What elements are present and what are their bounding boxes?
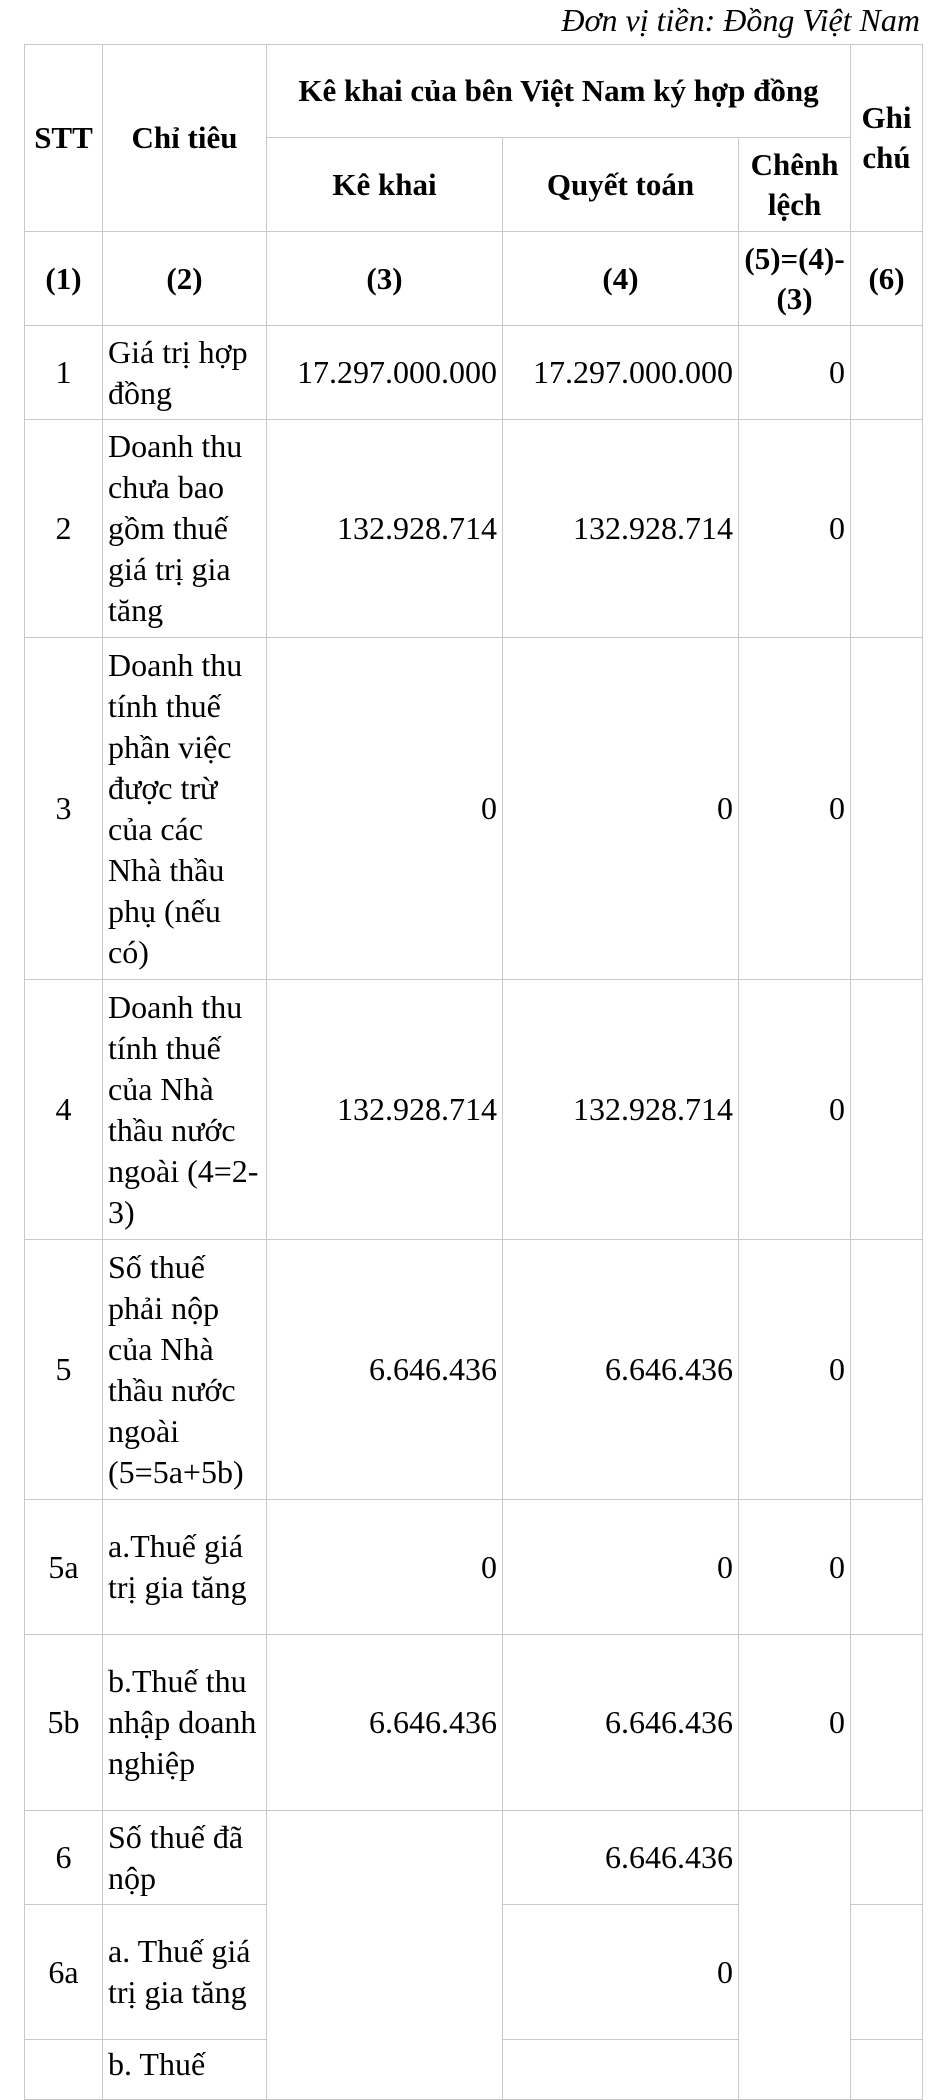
header-chenh-lech: Chênh lệch (739, 138, 851, 232)
row-ghi-chu (851, 638, 923, 980)
row-ke-khai-empty (267, 1811, 503, 2100)
header-chi-tieu: Chỉ tiêu (103, 45, 267, 232)
row-ke-khai: 6.646.436 (267, 1240, 503, 1500)
row-ghi-chu (851, 326, 923, 420)
row-stt: 5b (25, 1635, 103, 1811)
row-quyet-toan: 0 (503, 1500, 739, 1635)
table-row (25, 1240, 923, 1500)
row-label: b.Thuế thu nhập doanh nghiệp (103, 1635, 267, 1811)
currency-unit-note: Đơn vị tiền: Đồng Việt Nam (561, 2, 920, 38)
row-quyet-toan: 6.646.436 (503, 1635, 739, 1811)
header-group-vietnam-party: Kê khai của bên Việt Nam ký hợp đồng (267, 45, 851, 138)
row-stt: 6 (25, 1811, 103, 1905)
row-stt (25, 2040, 103, 2100)
row-stt: 5a (25, 1500, 103, 1635)
row-ke-khai: 6.646.436 (267, 1635, 503, 1811)
row-ke-khai: 0 (267, 1500, 503, 1635)
row-ghi-chu (851, 1811, 923, 1905)
header-col-2: (2) (103, 232, 267, 326)
row-label: Số thuế phải nộp của Nhà thầu nước ngoài (5=5a+5b) (103, 1240, 267, 1500)
row-label: Doanh thu tính thuế phần việc được trừ của các Nhà thầu phụ (nếu có) (103, 638, 267, 980)
row-label: a.Thuế giá trị gia tăng (103, 1500, 267, 1635)
row-stt: 5 (25, 1240, 103, 1500)
row-quyet-toan: 0 (503, 638, 739, 980)
row-ghi-chu (851, 1905, 923, 2040)
row-ghi-chu (851, 1500, 923, 1635)
table-row (25, 980, 923, 1240)
row-label: Số thuế đã nộp (103, 1811, 267, 1905)
row-ke-khai: 132.928.714 (267, 420, 503, 638)
row-stt: 1 (25, 326, 103, 420)
row-ke-khai: 132.928.714 (267, 980, 503, 1240)
row-ghi-chu (851, 1635, 923, 1811)
row-ke-khai: 0 (267, 638, 503, 980)
row-label: a. Thuế giá trị gia tăng (103, 1905, 267, 2040)
header-col-1: (1) (25, 232, 103, 326)
row-quyet-toan: 0 (503, 1905, 739, 2040)
row-stt: 3 (25, 638, 103, 980)
table-row (25, 326, 923, 420)
header-col-6: (6) (851, 232, 923, 326)
row-quyet-toan: 132.928.714 (503, 980, 739, 1240)
tax-settlement-table (24, 44, 923, 2100)
row-ghi-chu (851, 420, 923, 638)
row-ghi-chu (851, 2040, 923, 2100)
row-label: Doanh thu tính thuế của Nhà thầu nước ngoài (4=2-3) (103, 980, 267, 1240)
header-ke-khai: Kê khai (267, 138, 503, 232)
row-quyet-toan (503, 2040, 739, 2100)
table-row (25, 1635, 923, 1811)
row-chenh-lech: 0 (739, 1240, 851, 1500)
row-stt: 2 (25, 420, 103, 638)
row-chenh-lech: 0 (739, 420, 851, 638)
row-ke-khai: 17.297.000.000 (267, 326, 503, 420)
row-label: Giá trị hợp đồng (103, 326, 267, 420)
row-chenh-lech: 0 (739, 980, 851, 1240)
header-stt: STT (25, 45, 103, 232)
table-row (25, 420, 923, 638)
table-row (25, 1811, 923, 1905)
table-row (25, 1500, 923, 1635)
row-chenh-lech-empty (739, 1811, 851, 2100)
header-col-3: (3) (267, 232, 503, 326)
row-stt: 4 (25, 980, 103, 1240)
row-chenh-lech: 0 (739, 638, 851, 980)
row-ghi-chu (851, 1240, 923, 1500)
row-chenh-lech: 0 (739, 326, 851, 420)
row-quyet-toan: 6.646.436 (503, 1811, 739, 1905)
header-quyet-toan: Quyết toán (503, 138, 739, 232)
row-ghi-chu (851, 980, 923, 1240)
row-quyet-toan: 17.297.000.000 (503, 326, 739, 420)
header-ghi-chu: Ghi chú (851, 45, 923, 232)
row-label: Doanh thu chưa bao gồm thuế giá trị gia tăng (103, 420, 267, 638)
row-stt: 6a (25, 1905, 103, 2040)
header-col-5: (5)=(4)-(3) (739, 232, 851, 326)
row-chenh-lech: 0 (739, 1635, 851, 1811)
row-quyet-toan: 6.646.436 (503, 1240, 739, 1500)
row-label: b. Thuế (103, 2040, 267, 2100)
table-row (25, 638, 923, 980)
row-quyet-toan: 132.928.714 (503, 420, 739, 638)
header-col-4: (4) (503, 232, 739, 326)
row-chenh-lech: 0 (739, 1500, 851, 1635)
